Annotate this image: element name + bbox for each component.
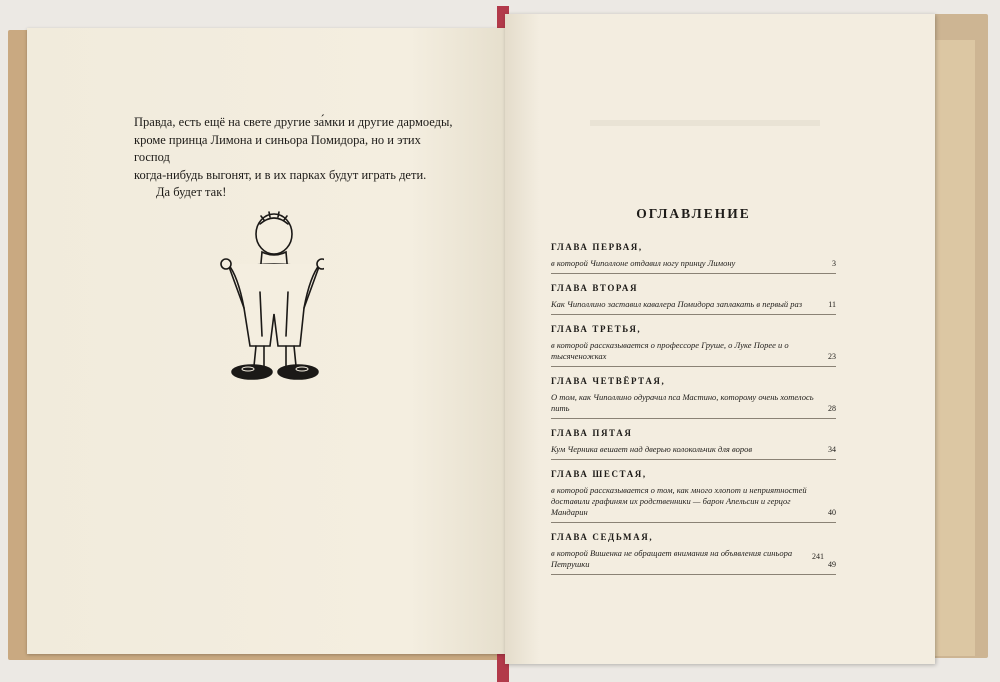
- chapter-description: в которой Вишенка не обращает внимания на объявления синьора Петрушки: [551, 548, 793, 569]
- chapter-description: О том, как Чиполлино одурачил пса Мастино, которому очень хотелось пить: [551, 392, 814, 413]
- page-folio: 241: [812, 552, 824, 561]
- page-number: 23: [828, 352, 836, 361]
- chapter-heading: ГЛАВА ПЯТАЯ: [551, 428, 633, 438]
- text-line-3: когда-нибудь выгонят, и в их парках будут играть дети.: [134, 167, 427, 182]
- closing-paragraph: [134, 114, 454, 202]
- chapter-heading: ГЛАВА ТРЕТЬЯ,: [551, 324, 642, 334]
- chapter-heading: ГЛАВА ВТОРАЯ: [551, 283, 639, 293]
- toc-entry: [551, 242, 836, 274]
- chapter-description: в которой рассказывается о профессоре Груше, о Луке Порее и о тысяченожках: [551, 340, 789, 361]
- toc-entry: [551, 376, 836, 419]
- entry-divider: [551, 314, 836, 315]
- page-number: 40: [828, 508, 836, 517]
- toc-entry: [551, 283, 836, 315]
- toc-entry: [551, 469, 836, 523]
- entry-divider: [551, 366, 836, 367]
- text-line-2: кроме принца Лимона и синьора Помидора, но и этих господ: [134, 132, 421, 164]
- toc-title: ОГЛАВЛЕНИЕ: [636, 206, 751, 221]
- entry-divider: [551, 459, 836, 460]
- chapter-heading: ГЛАВА ШЕСТАЯ,: [551, 469, 647, 479]
- chapter-description: Как Чиполлино заставил кавалера Помидора заплакать в первый раз: [551, 299, 803, 309]
- chapter-heading: ГЛАВА ПЕРВАЯ,: [551, 242, 643, 252]
- entry-divider: [551, 522, 836, 523]
- entry-divider: [551, 418, 836, 419]
- closing-line: Да будет так!: [156, 185, 227, 199]
- page-number: 11: [828, 300, 836, 309]
- entry-divider: [551, 273, 836, 274]
- page-number: 49: [828, 560, 836, 569]
- chapter-description: в которой Чиполлоне отдавил ногу принцу Лимону: [551, 258, 736, 268]
- page-edge-stack: [935, 40, 975, 656]
- chapter-description: в которой рассказывается о том, как много хлопот и неприятностей доставили графиням их родственники — барон Апельсин и герцог Мандарин: [551, 485, 807, 517]
- show-through-text: [590, 120, 820, 126]
- boy-pulling-pockets-drawing: [204, 196, 324, 386]
- table-of-contents: [551, 200, 836, 584]
- entry-divider: [551, 574, 836, 575]
- chapter-heading: ГЛАВА ЧЕТВЁРТАЯ,: [551, 376, 666, 386]
- page-number: 3: [832, 259, 836, 268]
- chapter-description: Кум Черника вешает над дверью колокольчик для воров: [551, 444, 753, 454]
- page-number: 28: [828, 404, 836, 413]
- toc-entry: [551, 428, 836, 460]
- chapter-heading: ГЛАВА СЕДЬМАЯ,: [551, 532, 654, 542]
- toc-entry: [551, 324, 836, 367]
- text-line-1: Правда, есть ещё на свете другие за́мки и другие дармоеды,: [134, 115, 453, 129]
- page-number: 34: [828, 445, 836, 454]
- toc-entry: [551, 532, 836, 575]
